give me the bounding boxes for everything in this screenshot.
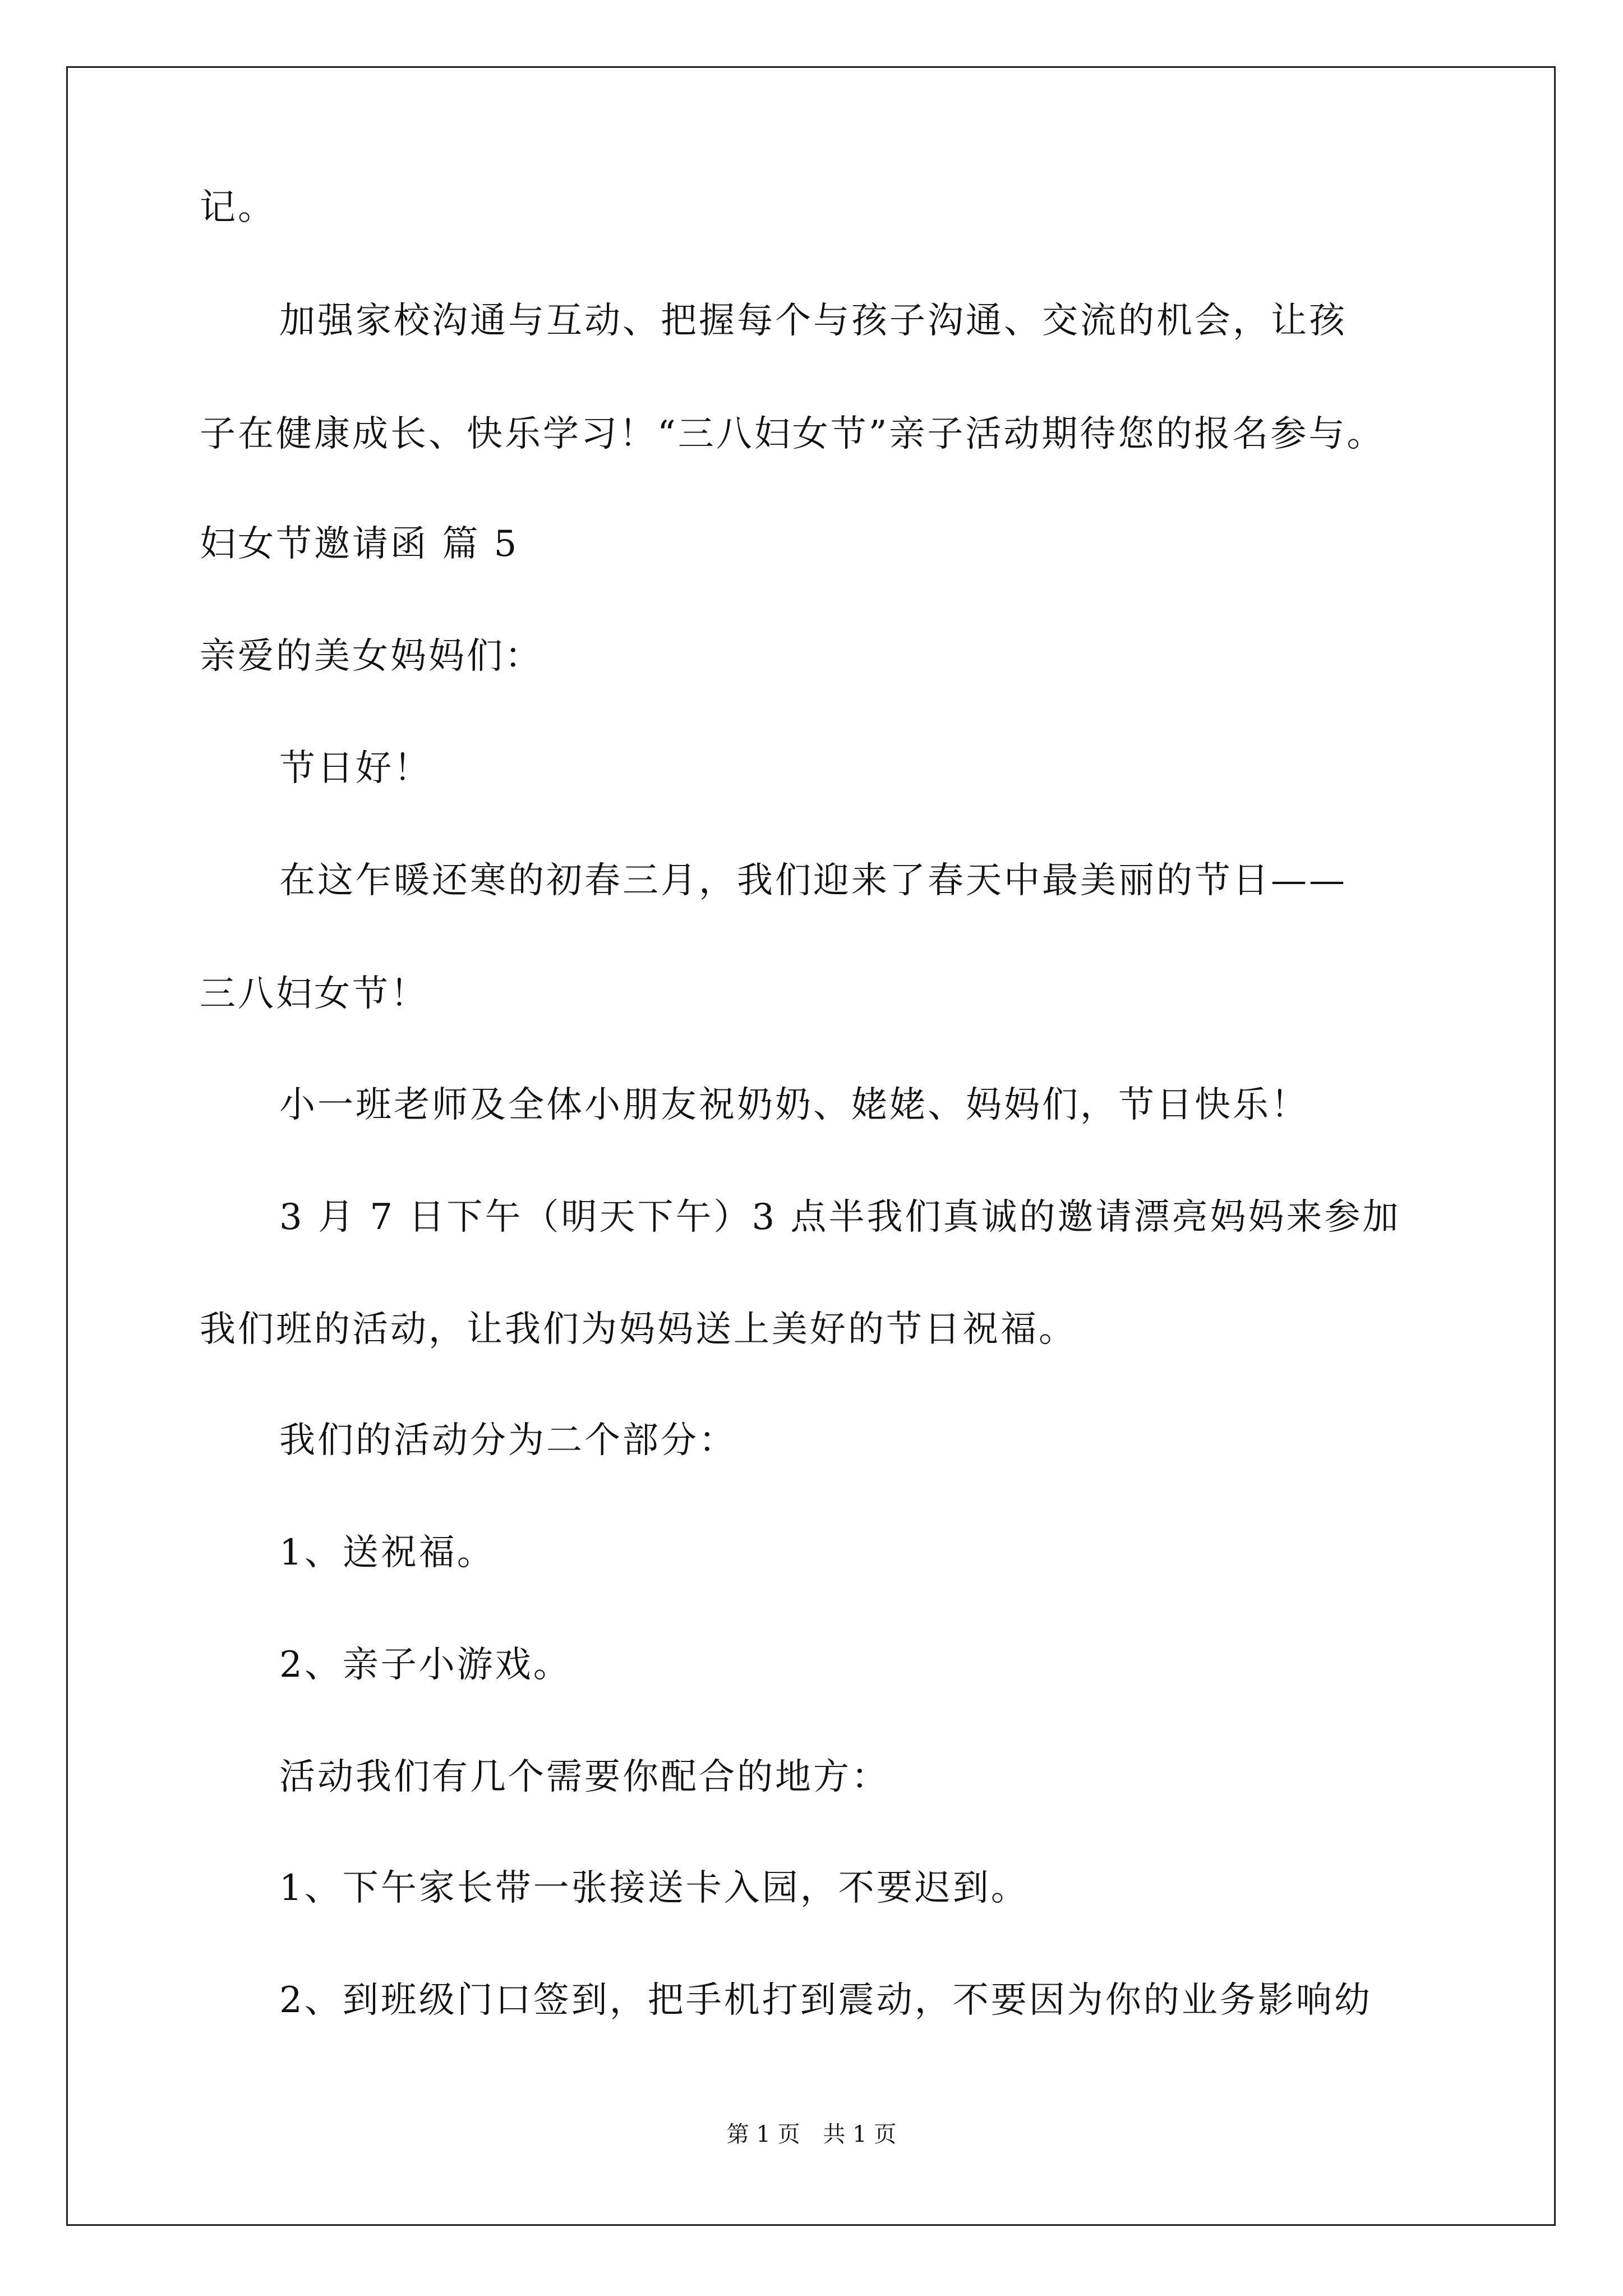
list-item: 2、到班级门口签到，把手机打到震动，不要因为你的业务影响幼 xyxy=(279,1980,1372,2021)
paragraph-line: 3 月 7 日下午（明天下午）3 点半我们真诚的邀请漂亮妈妈来参加 xyxy=(279,1197,1401,1238)
paragraph-line: 记。 xyxy=(200,187,276,228)
paragraph-line: 加强家校沟通与互动、把握每个与孩子沟通、交流的机会，让孩 xyxy=(279,300,1347,342)
section-heading: 妇女节邀请函 篇 5 xyxy=(200,523,519,565)
paragraph-line: 三八妇女节！ xyxy=(200,973,428,1015)
page-footer xyxy=(0,2120,1623,2148)
list-item: 1、下午家长带一张接送卡入园，不要迟到。 xyxy=(279,1867,1029,1909)
paragraph-line: 在这乍暖还寒的初春三月，我们迎来了春天中最美丽的节日—— xyxy=(279,860,1347,901)
paragraph-line: 子在健康成长、快乐学习！“三八妇女节”亲子活动期待您的报名参与。 xyxy=(200,413,1385,455)
page-total: 共 1 页 xyxy=(823,2122,897,2147)
paragraph-line: 我们班的活动，让我们为妈妈送上美好的节日祝福。 xyxy=(200,1309,1077,1350)
paragraph-line: 小一班老师及全体小朋友祝奶奶、姥姥、妈妈们，节日快乐！ xyxy=(279,1084,1309,1126)
list-item: 2、亲子小游戏。 xyxy=(279,1644,571,1686)
list-item: 1、送祝福。 xyxy=(279,1532,495,1573)
paragraph-line: 节日好！ xyxy=(279,748,432,789)
page-number: 第 1 页 xyxy=(726,2122,800,2147)
paragraph-line: 我们的活动分为二个部分： xyxy=(279,1420,737,1461)
salutation: 亲爱的美女妈妈们： xyxy=(200,636,543,677)
paragraph-line: 活动我们有几个需要你配合的地方： xyxy=(279,1756,889,1798)
